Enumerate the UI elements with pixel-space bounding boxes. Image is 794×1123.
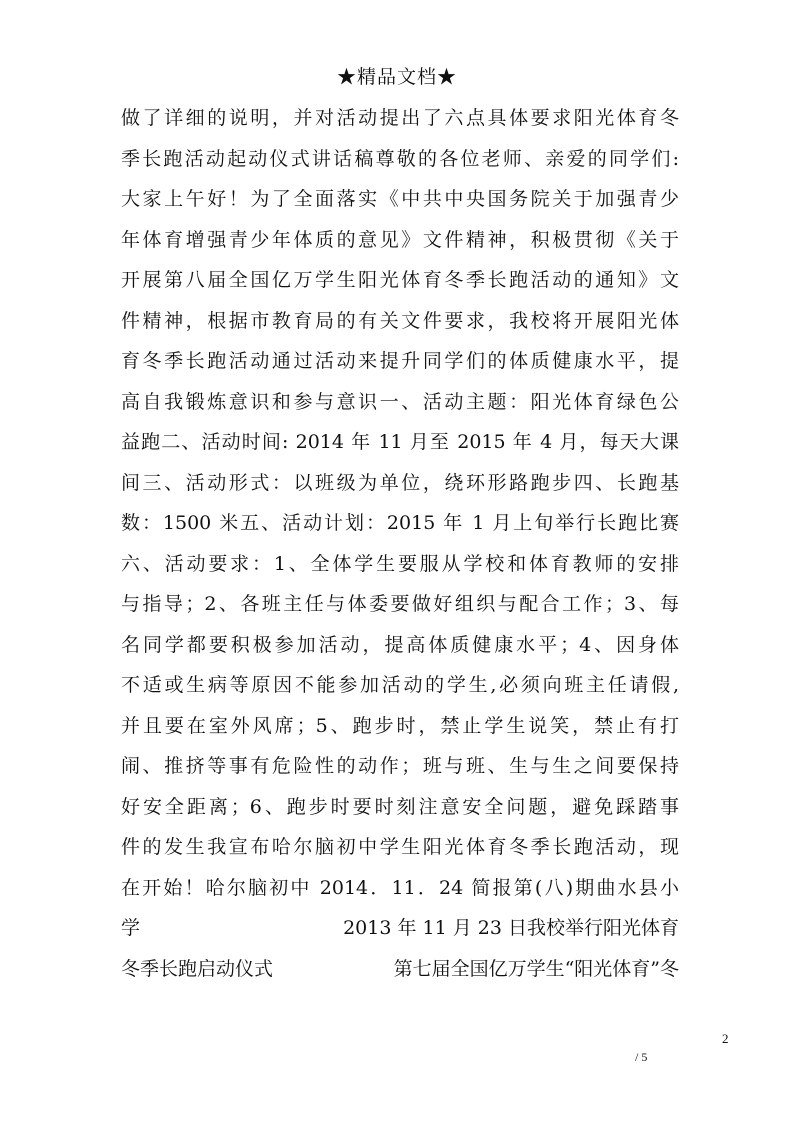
text-line: 件的发生我宣布哈尔脑初中学生阳光体育冬季长跑活动，现 (121, 836, 679, 858)
text-line: 数：1500 米五、活动计划：2015 年 1 月上旬举行长跑比赛 (121, 512, 679, 534)
text-line: 名同学都要积极参加活动，提高体质健康水平；4、因身体 (121, 633, 679, 656)
text-line: 季长跑活动起动仪式讲话稿尊敬的各位老师、亲爱的同学们: (121, 147, 679, 170)
text-line: 做了详细的说明，并对活动提出了六点具体要求阳光体育冬 (121, 107, 679, 129)
text-line: 开展第八届全国亿万学生阳光体育冬季长跑活动的通知》文 (121, 269, 679, 291)
text-line: 高自我锻炼意识和参与意识一、活动主题：阳光体育绿色公 (121, 390, 679, 413)
document-body (121, 99, 679, 990)
text-line: 件精神，根据市教育局的有关文件要求，我校将开展阳光体 (121, 309, 679, 332)
text-line: 六、活动要求：1、全体学生要服从学校和体育教师的安排 (121, 552, 679, 575)
page-total: / 5 (635, 1050, 648, 1064)
split-line-left: 冬季长跑启动仪式 (121, 957, 274, 980)
text-line: 在开始！哈尔脑初中 2014．11．24 简报第(八)期曲水县小 (121, 876, 679, 899)
text-line: 不适或生病等原因不能参加活动的学生,必须向班主任请假, (121, 674, 679, 696)
text-line: 间三、活动形式：以班级为单位，绕环形路跑步四、长跑基 (121, 471, 679, 494)
text-line: 并且要在室外风席；5、跑步时，禁止学生说笑，禁止有打 (121, 714, 679, 737)
split-text-line (121, 950, 679, 991)
text-line: 与指导；2、各班主任与体委要做好组织与配合工作；3、每 (121, 593, 679, 615)
text-line: 益跑二、活动时间: 2014 年 11 月至 2015 年 4 月，每天大课 (121, 431, 679, 453)
text-line: 好安全距离；6、跑步时要时刻注意安全问题，避免踩踏事 (121, 795, 679, 818)
page-header: ★精品文档★ (336, 66, 457, 88)
text-line: 年体育增强青少年体质的意见》文件精神，积极贯彻《关于 (121, 228, 679, 251)
split-text-line (121, 909, 679, 950)
split-line-left: 学 (121, 917, 141, 939)
text-line: 闹、推挤等事有危险性的动作；班与班、生与生之间要保持 (121, 755, 679, 777)
page-number: 2 (722, 1031, 729, 1046)
text-line: 大家上午好！为了全面落实《中共中央国务院关于加强青少 (121, 188, 679, 210)
split-line-right: 第七届全国亿万学生“阳光体育”冬 (393, 957, 679, 980)
text-line: 育冬季长跑活动通过活动来提升同学们的体质健康水平，提 (121, 350, 679, 372)
split-line-right: 2013 年 11 月 23 日我校举行阳光体育 (343, 917, 679, 939)
